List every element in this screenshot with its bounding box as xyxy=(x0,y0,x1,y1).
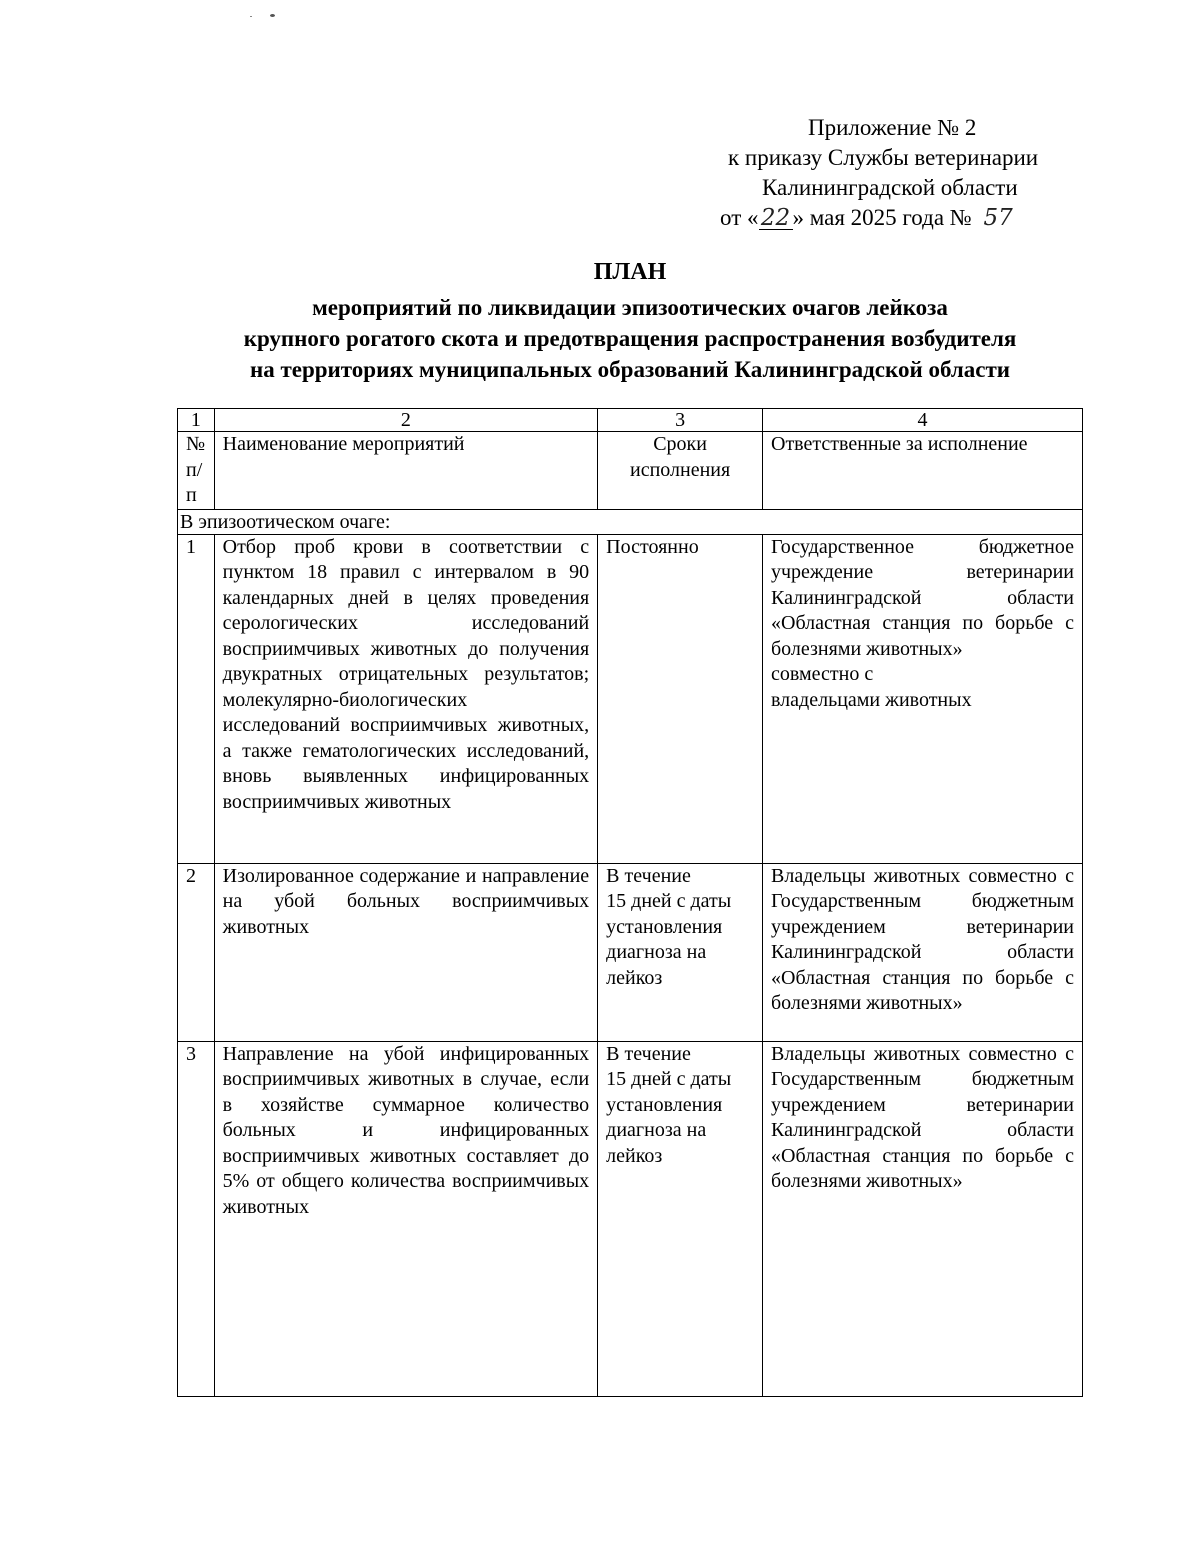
section-row xyxy=(178,509,1083,534)
date-prefix: от « xyxy=(720,205,759,230)
title-line-3: на территориях муниципальных образований Калининградской области xyxy=(249,357,1011,382)
header-terms: Сроки исполнения xyxy=(598,432,763,510)
handwritten-order-number: 57 xyxy=(983,205,1013,231)
row-terms: В течение 15 дней с даты установления диагноза на лейкоз xyxy=(598,1041,763,1396)
row-terms: В течение 15 дней с даты установления диагноза на лейкоз xyxy=(598,863,763,1041)
column-number: 3 xyxy=(598,409,763,432)
table-row xyxy=(178,1041,1083,1396)
document-title xyxy=(130,257,1130,385)
row-num: 2 xyxy=(178,863,215,1041)
header-name: Наименование мероприятий xyxy=(214,432,598,510)
row-responsible: Владельцы животных совместно с Государственным бюджетным учреждением ветеринарии Калининградской области «Областная станция по борьбе с болезнями животных» xyxy=(763,863,1083,1041)
appendix-order-ref: к приказу Службы ветеринарии xyxy=(728,145,1039,170)
table-row xyxy=(178,863,1083,1041)
appendix-title: Приложение № 2 xyxy=(808,115,977,140)
header-row xyxy=(178,432,1083,510)
row-activity: Направление на убой инфицированных восприимчивых животных в случае, если в хозяйстве суммарное количество больных и инфицированных восприимчивых животных составляет до 5% от общего количества восприимчивых животных xyxy=(214,1041,598,1396)
title-line-2: крупного рогатого скота и предотвращения распространения возбудителя xyxy=(243,326,1017,351)
row-activity: Отбор проб крови в соответствии с пунктом 18 правил с интервалом в 90 календарных дней в целях проведения серологических исследований восприимчивых животных до получения двукратных отрицательных результатов; молекулярно-биологических исследований восприимчивых животных, а также гематологических исследований, вновь выявленных инфицированных восприимчивых животных xyxy=(214,534,598,863)
handwritten-day: 22 xyxy=(759,207,793,230)
column-number: 1 xyxy=(178,409,215,432)
column-number: 4 xyxy=(763,409,1083,432)
date-middle: » мая 2025 года № xyxy=(792,205,978,230)
title-line-1: мероприятий по ликвидации эпизоотических очагов лейкоза xyxy=(312,295,948,320)
appendix-region: Калининградской области xyxy=(762,175,1018,200)
header-num: № п/п xyxy=(178,432,215,510)
plan-table xyxy=(177,408,1083,1397)
column-numbers-row xyxy=(178,409,1083,432)
header-responsible: Ответственные за исполнение xyxy=(763,432,1083,510)
row-activity: Изолированное содержание и направление на убой больных восприимчивых животных xyxy=(214,863,598,1041)
column-number: 2 xyxy=(214,409,598,432)
plan-heading: ПЛАН xyxy=(593,259,667,285)
row-responsible: Государственное бюджетное учреждение ветеринарии Калининградской области «Областная станция по борьбе с болезнями животных» совместно с владельцами животных xyxy=(763,534,1083,863)
scan-speck xyxy=(250,16,252,17)
scan-speck xyxy=(270,14,275,17)
row-num: 3 xyxy=(178,1041,215,1396)
table-row xyxy=(178,534,1083,863)
section-title: В эпизоотическом очаге: xyxy=(178,509,1083,534)
row-responsible: Владельцы животных совместно с Государственным бюджетным учреждением ветеринарии Калининградской области «Областная станция по борьбе с болезнями животных» xyxy=(763,1041,1083,1396)
appendix-header xyxy=(700,113,1120,233)
row-terms: Постоянно xyxy=(598,534,763,863)
row-num: 1 xyxy=(178,534,215,863)
appendix-date-line xyxy=(700,203,1120,233)
